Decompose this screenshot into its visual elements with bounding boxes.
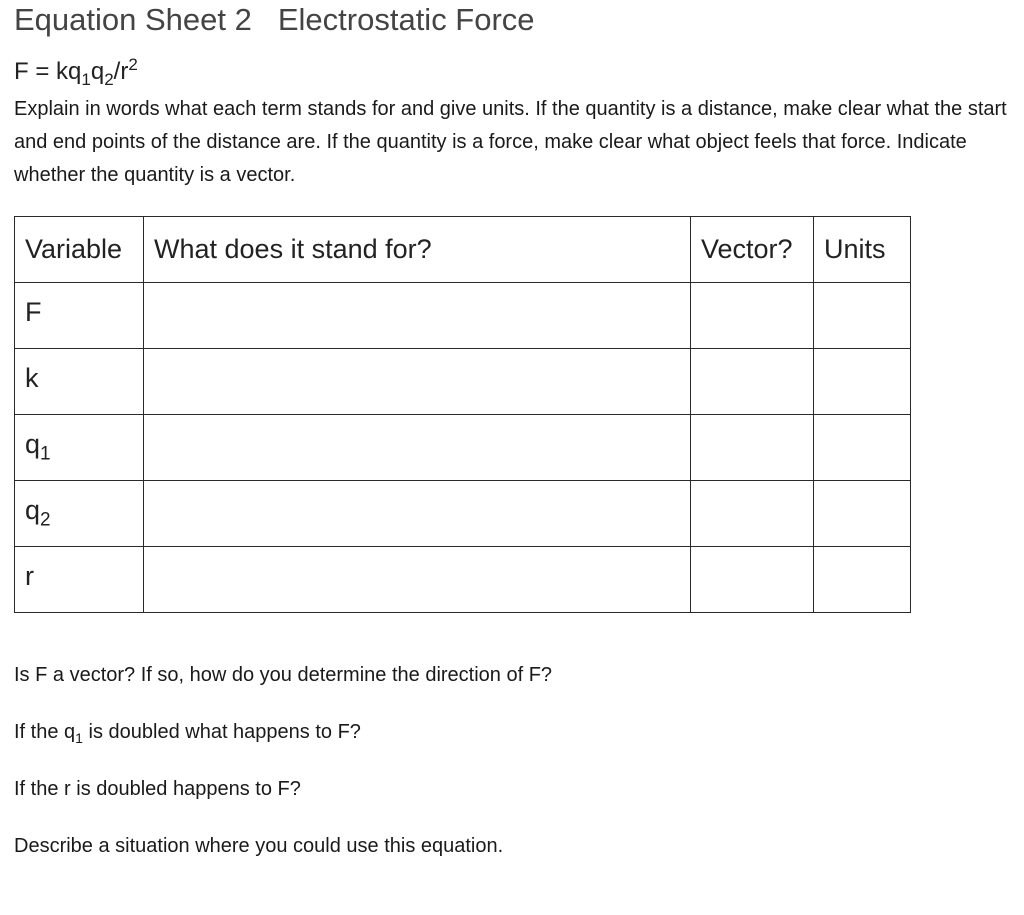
page-title (14, 0, 535, 40)
meaning-cell[interactable] (144, 547, 691, 613)
units-cell[interactable] (814, 481, 911, 547)
vector-cell[interactable] (691, 481, 814, 547)
question-q1-doubled: If the $q_1$ is doubled what happens to F? (14, 721, 361, 746)
vector-cell[interactable] (691, 349, 814, 415)
question-r-doubled: If the r is doubled happens to F? (14, 778, 301, 800)
vector-cell[interactable] (691, 415, 814, 481)
header-units: Units (814, 217, 911, 283)
units-cell[interactable] (814, 349, 911, 415)
table-row (15, 547, 911, 613)
variable-table (14, 216, 911, 613)
header-vector: Vector? (691, 217, 814, 283)
units-cell[interactable] (814, 415, 911, 481)
header-variable: Variable (15, 217, 144, 283)
table-row (15, 283, 911, 349)
units-cell[interactable] (814, 283, 911, 349)
equation: $F = kq_1q_2/r^2$ (14, 55, 138, 89)
question-describe-situation: Describe a situation where you could use this equation. (14, 835, 504, 857)
meaning-cell[interactable] (144, 349, 691, 415)
header-meaning: What does it stand for? (144, 217, 691, 283)
vector-cell[interactable] (691, 547, 814, 613)
variable-cell: r (15, 547, 144, 613)
meaning-cell[interactable] (144, 415, 691, 481)
instructions-paragraph: Explain in words what each term stands for and give units. If the quantity is a distance, make clear what the start and end points of the distance are. If the quantity is a force, make clear what object feels that force. Indicate whether the quantity is a vector. (14, 98, 1007, 186)
vector-cell[interactable] (691, 283, 814, 349)
units-cell[interactable] (814, 547, 911, 613)
table-row (15, 415, 911, 481)
table-header-row (15, 217, 911, 283)
variable-cell: F (15, 283, 144, 349)
question-vector-direction: Is F a vector? If so, how do you determine the direction of F? (14, 664, 553, 686)
meaning-cell[interactable] (144, 481, 691, 547)
variable-cell: $q_2$ (15, 481, 144, 547)
variable-cell: k (15, 349, 144, 415)
sheet-label: Equation Sheet 2 (14, 2, 252, 37)
table-row (15, 349, 911, 415)
topic-label: Electrostatic Force (277, 2, 535, 37)
variable-cell: $q_1$ (15, 415, 144, 481)
table-row (15, 481, 911, 547)
meaning-cell[interactable] (144, 283, 691, 349)
